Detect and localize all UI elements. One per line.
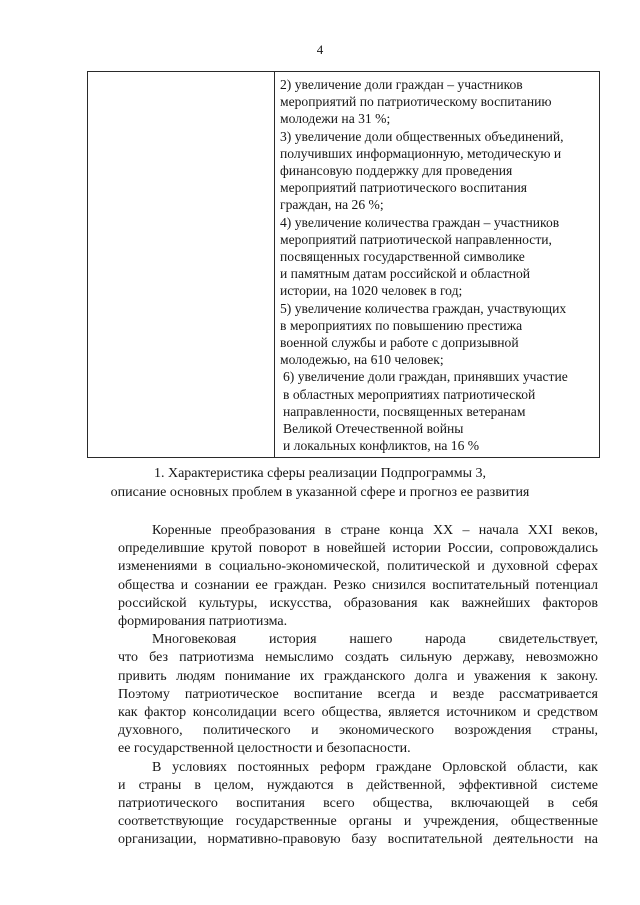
paragraph-line: ее государственной целостности и безопасности.	[118, 741, 411, 757]
table-line: истории, на 1020 человек в год;	[280, 283, 463, 299]
table-line: и локальных конфликтов, на 16 %	[283, 438, 480, 454]
paragraph-line: духовного, политического и экономического возрождения страны,	[118, 723, 598, 739]
paragraph	[118, 522, 598, 631]
paragraph-line: патриотического воспитания всего общества, включающей в себя	[118, 796, 598, 812]
page-number: 4	[316, 42, 324, 57]
paragraph	[118, 631, 598, 758]
paragraph-line: соответствующие государственные органы и учреждения, общественные	[118, 814, 598, 830]
paragraph-line: определившие крутой поворот в новейшей истории России, сопровождались	[118, 541, 598, 557]
table-line: 3) увеличение доли общественных объединений,	[280, 128, 564, 144]
paragraph-line: общества и сознании ее граждан. Резко снизился воспитательный потенциал	[118, 577, 598, 593]
table-line: Великой Отечественной войны	[283, 421, 464, 437]
table-line: 2) увеличение доли граждан – участников	[280, 77, 523, 92]
section-heading	[0, 464, 640, 502]
paragraph-line: как фактор консолидации всего общества, является источником и средством	[118, 705, 598, 721]
table-line: в областных мероприятиях патриотической	[283, 386, 536, 402]
goals-table	[87, 71, 600, 458]
table-line: получивших информационную, методическую и	[280, 145, 562, 161]
table-line: мероприятий патриотической направленности,	[280, 231, 552, 247]
paragraph-line: Многовековая история нашего народа свидетельствует,	[152, 632, 598, 648]
paragraph-line: привить людям понимание их гражданского долга и уважения к закону.	[118, 668, 598, 684]
table-right-cell	[280, 76, 596, 454]
table-line: мероприятий патриотического воспитания	[280, 180, 528, 196]
table-line: граждан, на 26 %;	[280, 197, 384, 213]
table-line: и памятным датам российской и областной	[280, 266, 531, 282]
table-line: мероприятий по патриотическому воспитанию	[280, 94, 552, 110]
table-line: молодежью, на 610 человек;	[280, 352, 444, 368]
table-left-cell	[88, 72, 274, 457]
table-line: 5) увеличение количества граждан, участвующих	[280, 300, 567, 316]
paragraph-line: российской культуры, искусства, образования как важнейших факторов	[118, 595, 598, 611]
table-line: в мероприятиях по повышению престижа	[280, 317, 523, 333]
paragraph-line: Коренные преобразования в стране конца XX – начала XXI веков,	[152, 523, 598, 538]
table-line: направленности, посвященных ветеранам	[283, 403, 526, 419]
table-line: финансовую поддержку для проведения	[280, 163, 513, 179]
paragraph-line: формирования патриотизма.	[118, 614, 288, 630]
table-line: молодежи на 31 %;	[280, 111, 391, 127]
section-heading-line: описание основных проблем в указанной сфере и прогноз ее развития	[110, 485, 530, 500]
paragraph-line: изменениями в социально-экономической, политической и духовной сферах	[118, 559, 598, 575]
paragraph-line: организации, нормативно-правовую базу воспитательной деятельности на	[118, 832, 598, 848]
paragraph-line: что без патриотизма немыслимо создать сильную державу, невозможно	[118, 650, 598, 666]
table-column-divider	[274, 72, 275, 457]
table-line: 4) увеличение количества граждан – участников	[280, 214, 560, 230]
section-heading-line: 1. Характеристика сферы реализации Подпрограммы 3,	[153, 466, 486, 481]
paragraph-line: Поэтому патриотическое воспитание всегда и везде рассматривается	[118, 686, 598, 702]
table-line: посвященных государственной символике	[280, 249, 525, 265]
body-text	[118, 522, 598, 850]
table-line: 6) увеличение доли граждан, принявших участие	[283, 369, 568, 385]
paragraph-line: и страны в целом, нуждаются в действенной, эффективной системе	[118, 777, 598, 793]
paragraph	[118, 759, 598, 850]
table-line: военной службы и работе с допризывной	[280, 335, 519, 351]
paragraph-line: В условиях постоянных реформ граждане Орловской области, как	[152, 759, 598, 775]
